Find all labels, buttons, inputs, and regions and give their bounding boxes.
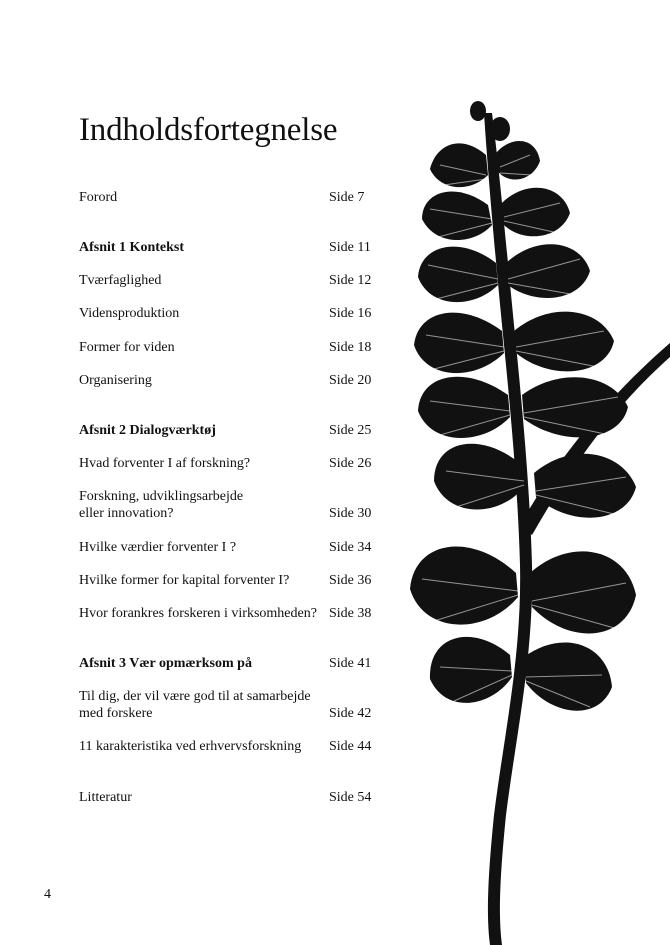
toc-entry-label: Forord: [79, 190, 118, 205]
toc-entry-page: Side 11: [329, 240, 371, 255]
toc-entry-label: Litteratur: [79, 790, 132, 805]
toc-entry[interactable]: [79, 715, 379, 755]
toc-entry-page: Side 30: [329, 506, 372, 521]
toc-entry-page: Side 44: [329, 739, 372, 754]
toc-entry[interactable]: [79, 432, 379, 472]
toc-entry-page: Side 18: [329, 340, 372, 355]
toc-entry-forord[interactable]: [79, 166, 379, 206]
toc-entry-label: Afsnit 3 Vær opmærksom på: [79, 656, 252, 671]
toc-entry-label: Hvad forventer I af forskning?: [79, 456, 251, 471]
page-number: 4: [44, 887, 51, 902]
toc-entry-label: Former for viden: [79, 340, 175, 355]
toc-entry-label: 11 karakteristika ved erhvervsforskning: [79, 739, 302, 754]
toc-entry-page: Side 42: [329, 706, 372, 721]
toc-entry-label: Hvilke former for kapital forventer I?: [79, 573, 290, 588]
toc-entry-page: Side 54: [329, 790, 372, 805]
toc-entry-label: Afsnit 2 Dialogværktøj: [79, 423, 216, 438]
toc-entry-page: Side 25: [329, 423, 372, 438]
toc-entry-label: Vidensproduktion: [79, 306, 180, 321]
toc-entry-page: Side 7: [329, 190, 365, 205]
toc-entry-page: Side 36: [329, 573, 372, 588]
toc-entry-label: Hvor forankres forskeren i virksomheden?: [79, 606, 317, 621]
toc-entry-page: Side 12: [329, 273, 372, 288]
toc-entry-label: Tværfaglighed: [79, 273, 162, 288]
toc-entry-litteratur[interactable]: [79, 766, 379, 806]
toc-entry-label: Forskning, udviklingsarbejde eller innovation?: [79, 489, 244, 521]
toc-entry-label: Hvilke værdier forventer I ?: [79, 540, 237, 555]
toc-entry-label: Organisering: [79, 373, 152, 388]
toc-entry[interactable]: [79, 582, 379, 622]
toc-entry-page: Side 34: [329, 540, 372, 555]
toc-entry-page: Side 38: [329, 606, 372, 621]
toc-entry-page: Side 20: [329, 373, 372, 388]
toc-entry-page: Side 41: [329, 656, 372, 671]
toc-entry-label: Afsnit 1 Kontekst: [79, 240, 185, 255]
toc-entry-page: Side 16: [329, 306, 372, 321]
toc-section-heading-3[interactable]: [79, 632, 379, 672]
fern-illustration: [400, 95, 670, 945]
toc-entry-label: Til dig, der vil være god til at samarbejde med forskere: [79, 689, 311, 721]
toc-entry-page: Side 26: [329, 456, 372, 471]
page-title: Indholdsfortegnelse: [79, 112, 338, 148]
toc-entry[interactable]: [79, 349, 379, 389]
